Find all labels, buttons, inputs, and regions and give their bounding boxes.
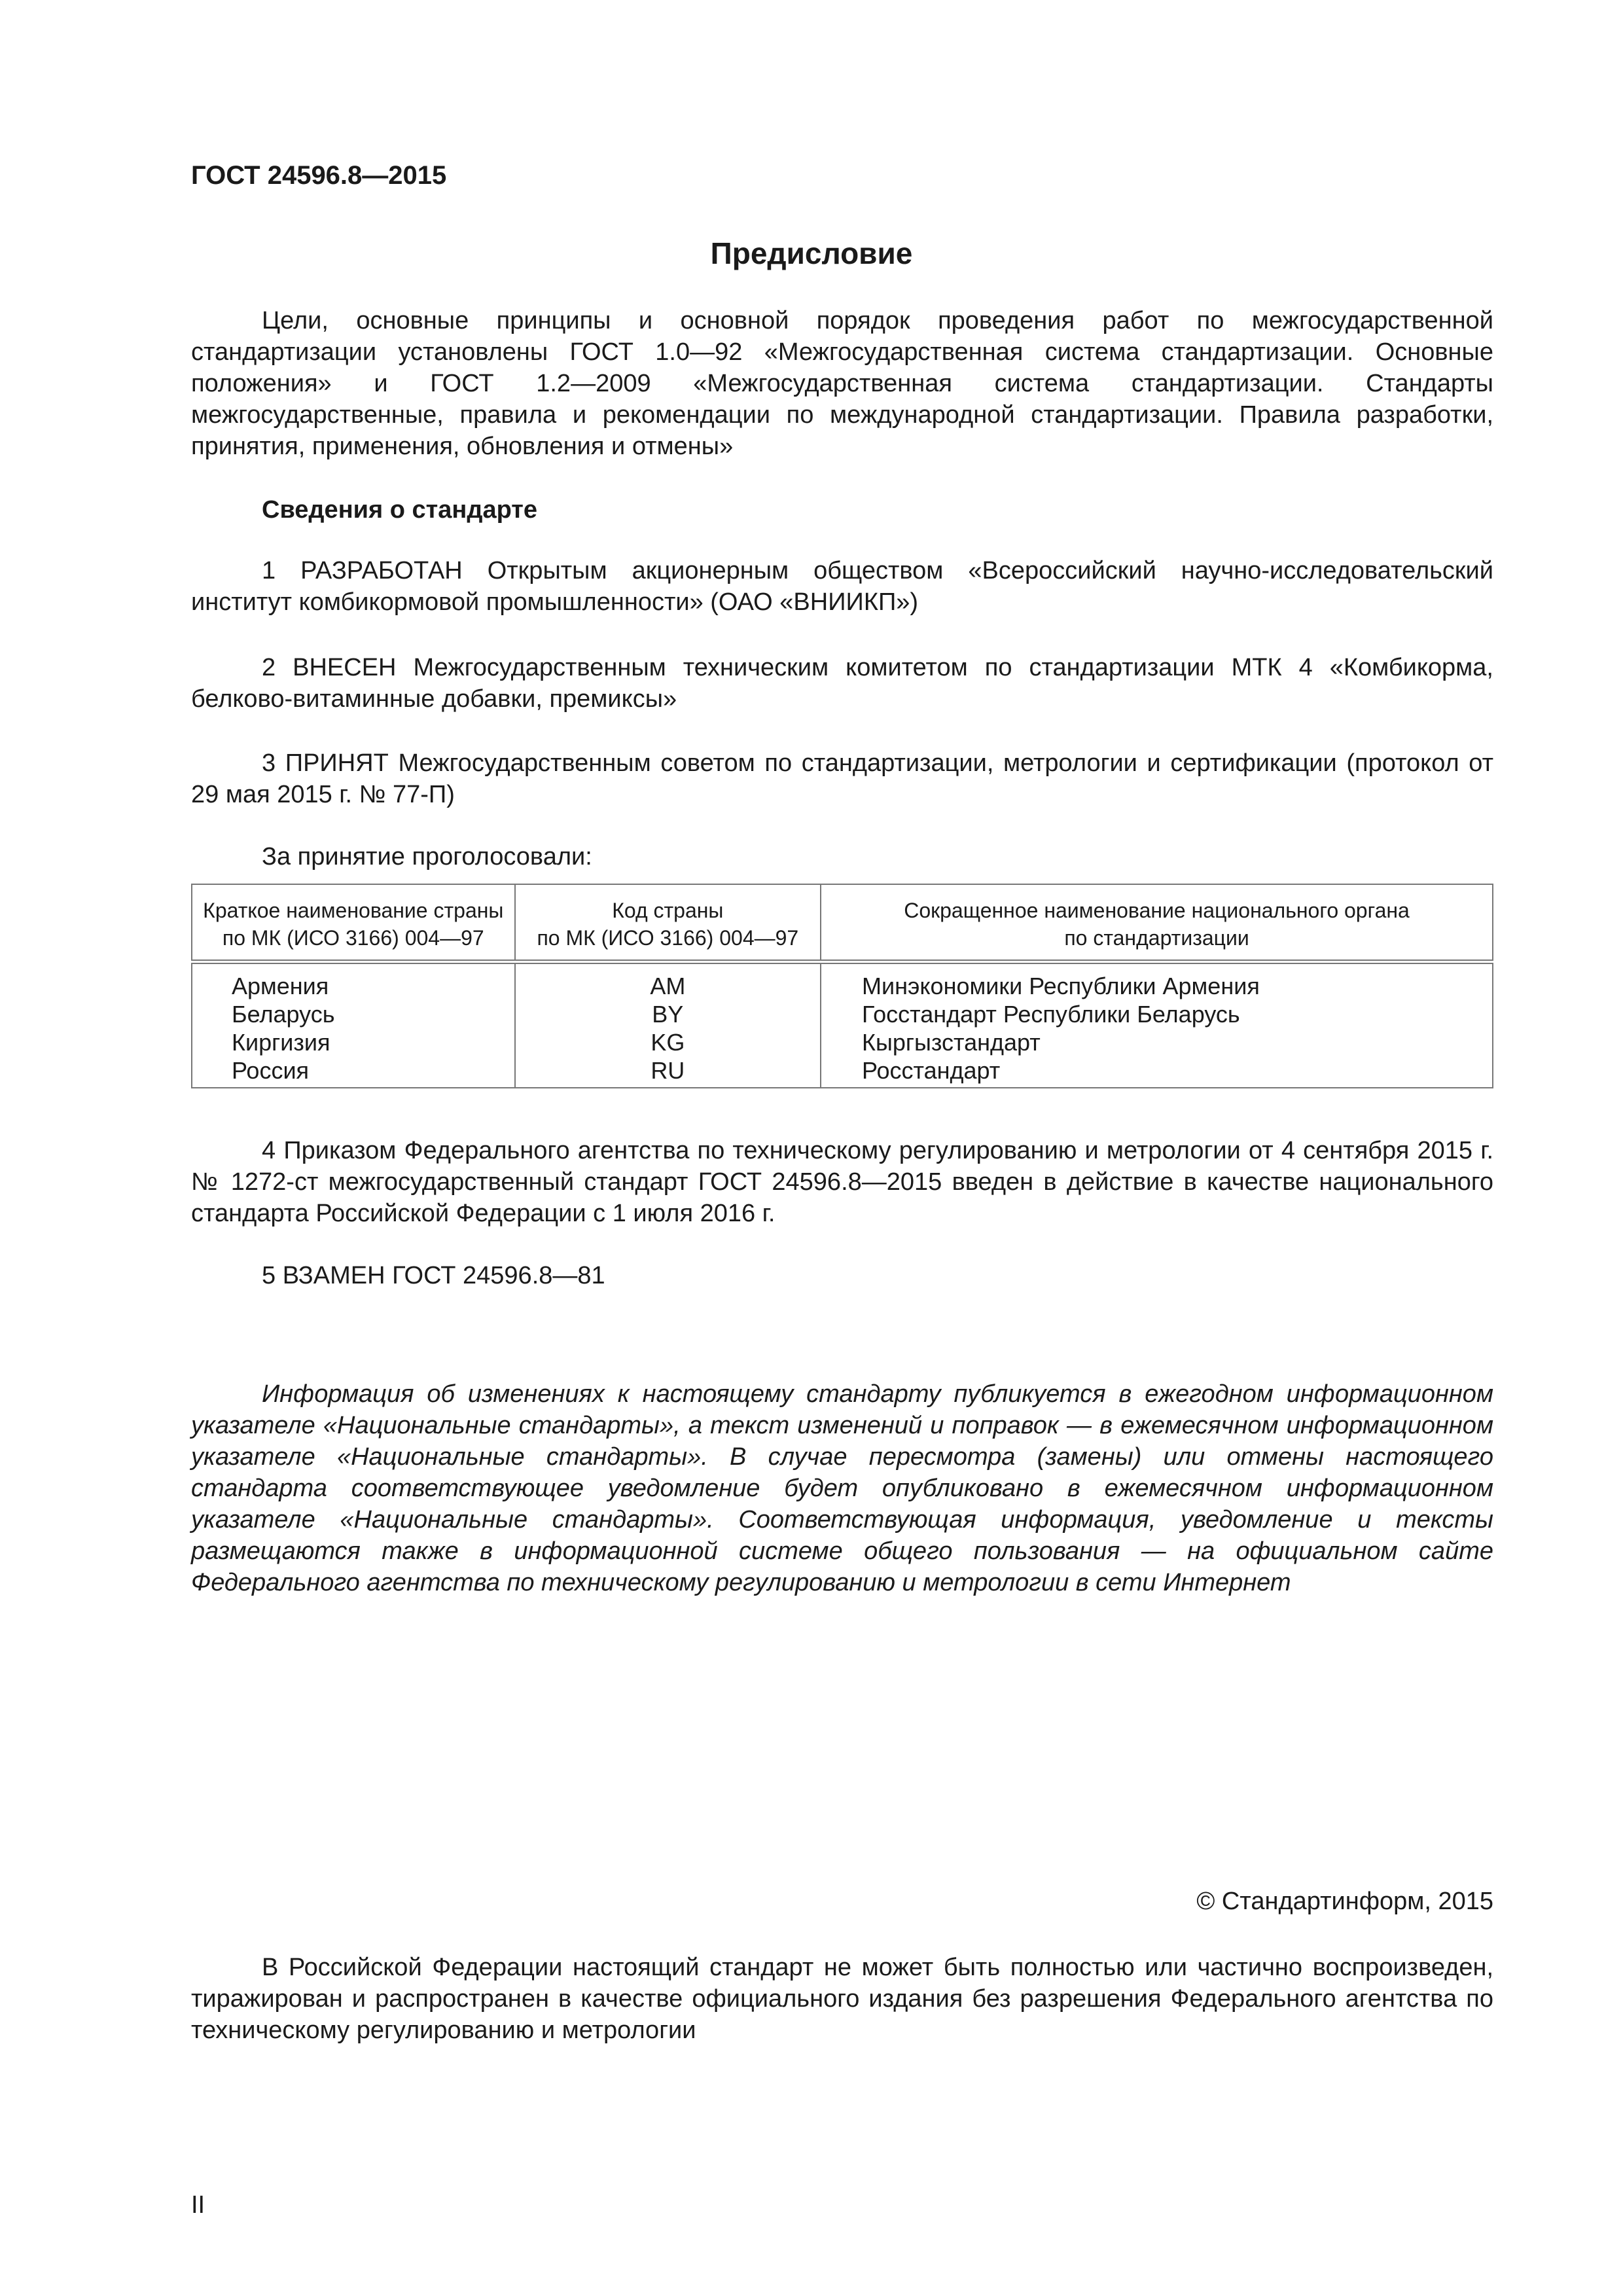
- document-header: ГОСТ 24596.8—2015: [191, 161, 447, 190]
- cell-country: Киргизия: [192, 1028, 515, 1056]
- table-header-code: [515, 884, 821, 962]
- cell-code: KG: [515, 1028, 821, 1056]
- cell-country: Армения: [192, 962, 515, 1001]
- cell-code: RU: [515, 1056, 821, 1088]
- cell-code: BY: [515, 1000, 821, 1028]
- table-header-country: [192, 884, 515, 962]
- header-line: Сокращенное наименование национального органа: [904, 899, 1410, 922]
- cell-body: Кыргызстандарт: [821, 1028, 1493, 1056]
- page-title: Предисловие: [710, 236, 913, 270]
- item-1-block: [191, 555, 1493, 618]
- item-5-paragraph: 5 ВЗАМЕН ГОСТ 24596.8—81: [262, 1262, 605, 1289]
- cell-code: AM: [515, 962, 821, 1001]
- item-3-block: [191, 747, 1493, 810]
- item-1-paragraph: 1 РАЗРАБОТАН Открытым акционерным обществом «Всероссийский научно-исследовательский институт комбикормовой промышленности» (ОАО «ВНИИКП»): [191, 557, 1493, 616]
- header-line: по МК (ИСО 3166) 004—97: [222, 926, 484, 950]
- intro-paragraph: Цели, основные принципы и основной порядок проведения работ по межгосударственной стандартизации установлены ГОСТ 1.0—92 «Межгосударственная система стандартизации. Основные положения» и ГОСТ 1.2—2009 «Межгосударственная система стандартизации. Стандарты межгосударственные, правила и рекомендации по международной стандартизации. Правила разработки, принятия, применения, обновления и отмены»: [191, 307, 1493, 460]
- item-4-paragraph: 4 Приказом Федерального агентства по техническому регулированию и метрологии от 4 сентября 2015 г. № 1272-ст межгосударственный стандарт ГОСТ 24596.8—2015 введен в действие в качестве национального стандарта Российской Федерации с 1 июля 2016 г.: [191, 1137, 1493, 1227]
- copyright-line: © Стандартинформ, 2015: [1196, 1888, 1493, 1915]
- cell-country: Беларусь: [192, 1000, 515, 1028]
- table-row: [192, 1056, 1493, 1088]
- item-2-paragraph: 2 ВНЕСЕН Межгосударственным техническим комитетом по стандартизации МТК 4 «Комбикорма, белково-витаминные добавки, премиксы»: [191, 654, 1493, 713]
- cell-body: Минэкономики Республики Армения: [821, 962, 1493, 1001]
- cell-body: Росстандарт: [821, 1056, 1493, 1088]
- cell-body: Госстандарт Республики Беларусь: [821, 1000, 1493, 1028]
- voting-table: [191, 884, 1493, 1088]
- header-line: Код страны: [612, 899, 724, 922]
- item-3-paragraph: 3 ПРИНЯТ Межгосударственным советом по стандартизации, метрологии и сертификации (протокол от 29 мая 2015 г. № 77-П): [191, 749, 1493, 808]
- table-row: [192, 962, 1493, 1001]
- changes-info-block: [191, 1378, 1493, 1598]
- header-line: по МК (ИСО 3166) 004—97: [537, 926, 799, 950]
- rights-paragraph: В Российской Федерации настоящий стандарт не может быть полностью или частично воспроизведен, тиражирован и распространен в качестве официального издания без разрешения Федерального агентства по техническому регулированию и метрологии: [191, 1954, 1493, 2044]
- header-line: Краткое наименование страны: [203, 899, 504, 922]
- cell-country: Россия: [192, 1056, 515, 1088]
- item-2-block: [191, 652, 1493, 715]
- table-header-body: [821, 884, 1493, 962]
- table-header-row: [192, 884, 1493, 962]
- header-line: по стандартизации: [1064, 926, 1249, 950]
- changes-info-paragraph: Информация об изменениях к настоящему стандарту публикуется в ежегодном информационном указателе «Национальные стандарты», а текст изменений и поправок — в ежемесячном информационном указателе «Национальные стандарты». В случае пересмотра (замены) или отмены настоящего стандарта соответствующее уведомление будет опубликовано в ежемесячном информационном указателе «Национальные стандарты». Соответствующая информация, уведомление и тексты размещаются также в информационной системе общего пользования — на официальном сайте Федерального агентства по техническому регулированию и метрологии в сети Интернет: [191, 1380, 1493, 1596]
- page-number: II: [191, 2191, 205, 2219]
- intro-block: [191, 305, 1493, 462]
- table-row: [192, 1028, 1493, 1056]
- vote-label: За принятие проголосовали:: [262, 843, 592, 870]
- section-heading: Сведения о стандарте: [262, 496, 538, 524]
- table-row: [192, 1000, 1493, 1028]
- rights-block: [191, 1952, 1493, 2046]
- item-4-block: [191, 1135, 1493, 1229]
